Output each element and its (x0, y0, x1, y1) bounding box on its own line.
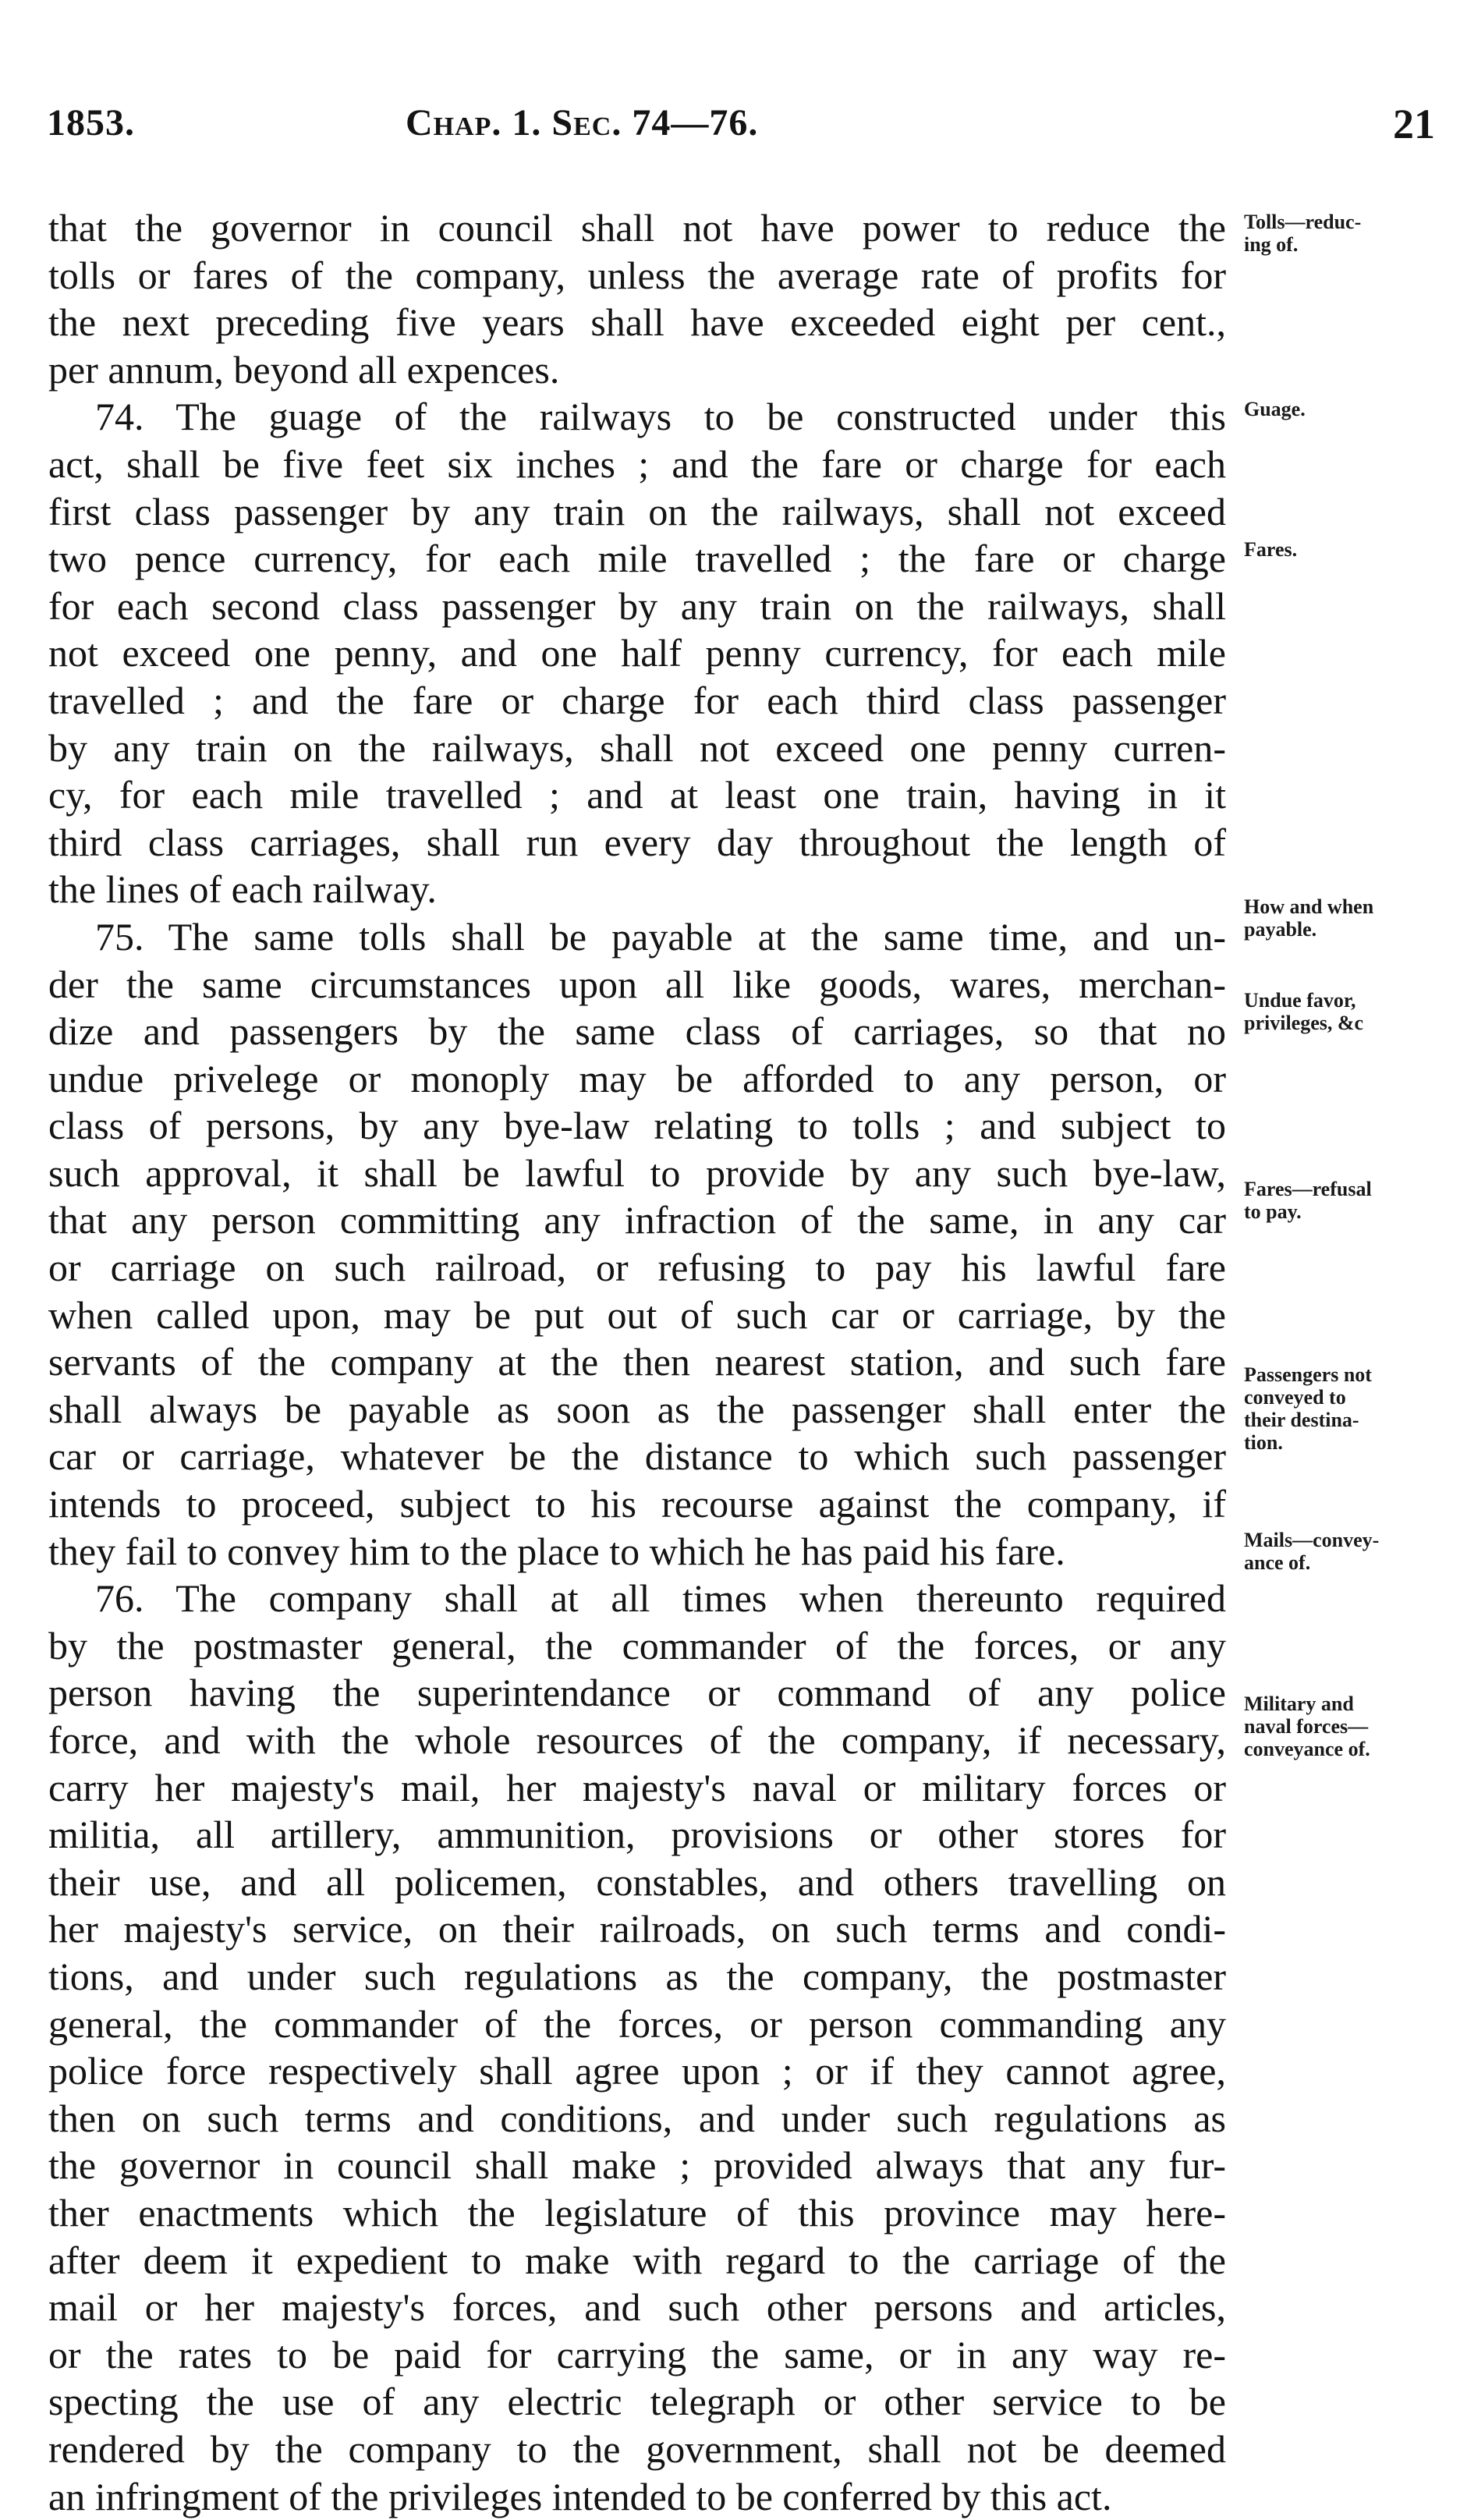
section-76-start: 76. The company shall at all times when thereunto required (48, 1575, 1226, 1622)
text-line: shall always be payable as soon as the passenger shall enter the (48, 1386, 1226, 1434)
text-line: or carriage on such railroad, or refusing to pay his lawful fare (48, 1244, 1226, 1292)
text-line: rendered by the company to the government, shall not be deemed (48, 2426, 1226, 2473)
text-line: person having the superintendance or command of any police (48, 1669, 1226, 1717)
margin-note-undue-favor: Undue favor, privileges, &c (1244, 989, 1363, 1034)
text-line: the lines of each railway. (48, 866, 1226, 913)
text-line: by any train on the railways, shall not exceed one penny curren- (48, 725, 1226, 772)
text-line: force, and with the whole resources of the company, if necessary, (48, 1717, 1226, 1764)
text-line: per annum, beyond all expences. (48, 346, 1226, 394)
text-line: not exceed one penny, and one half penny currency, for each mile (48, 629, 1226, 677)
text-line: first class passenger by any train on the railways, shall not exceed (48, 488, 1226, 536)
text-line: carry her majesty's mail, her majesty's naval or military forces or (48, 1764, 1226, 1812)
margin-note-passengers-not-conveyed: Passengers not conveyed to their destina- tion. (1244, 1363, 1372, 1454)
text-line: der the same circumstances upon all like goods, wares, merchan- (48, 961, 1226, 1008)
text-line: car or carriage, whatever be the distance to which such passenger (48, 1433, 1226, 1480)
text-line: tions, and under such regulations as the company, the postmaster (48, 1953, 1226, 2001)
margin-note-tolls-reducing: Tolls—reduc- ing of. (1244, 211, 1361, 256)
text-line: tolls or fares of the company, unless the average rate of profits for (48, 252, 1226, 299)
margin-note-fares-refusal: Fares—refusal to pay. (1244, 1178, 1372, 1223)
text-line: class of persons, by any bye-law relating to tolls ; and subject to (48, 1102, 1226, 1150)
text-line: then on such terms and conditions, and under such regulations as (48, 2095, 1226, 2143)
text-line: specting the use of any electric telegraph or other service to be (48, 2378, 1226, 2426)
text-line: or the rates to be paid for carrying the same, or in any way re- (48, 2331, 1226, 2379)
margin-note-military-naval-forces: Military and naval forces— conveyance of. (1244, 1692, 1370, 1760)
text-line: they fail to convey him to the place to which he has paid his fare. (48, 1528, 1226, 1575)
text-line: two pence currency, for each mile travelled ; the fare or charge (48, 535, 1226, 583)
text-line: the governor in council shall make ; provided always that any fur- (48, 2142, 1226, 2189)
text-line: by the postmaster general, the commander of the forces, or any (48, 1622, 1226, 1670)
section-75-start: 75. The same tolls shall be payable at the same time, and un- (48, 913, 1226, 961)
text-line: general, the commander of the forces, or person commanding any (48, 2001, 1226, 2048)
text-line: travelled ; and the fare or charge for each third class passenger (48, 677, 1226, 725)
text-line: mail or her majesty's forces, and such other persons and articles, (48, 2284, 1226, 2331)
text-line: ther enactments which the legislature of this province may here- (48, 2189, 1226, 2237)
text-line: act, shall be five feet six inches ; and the fare or charge for each (48, 441, 1226, 488)
margin-note-fares: Fares. (1244, 538, 1297, 561)
text-line: that any person committing any infraction of the same, in any car (48, 1196, 1226, 1244)
text-line: an infringment of the privileges intended to be conferred by this act. (48, 2473, 1226, 2520)
text-line: such approval, it shall be lawful to provide by any such bye-law, (48, 1150, 1226, 1197)
text-line: police force respectively shall agree upon ; or if they cannot agree, (48, 2047, 1226, 2095)
text-line: for each second class passenger by any train on the railways, shall (48, 583, 1226, 630)
margin-note-guage: Guage. (1244, 398, 1306, 420)
text-line: third class carriages, shall run every day throughout the length of (48, 819, 1226, 867)
running-header (47, 101, 1435, 172)
section-74-start: 74. The guage of the railways to be constructed under this (48, 393, 1226, 441)
text-line: after deem it expedient to make with regard to the carriage of the (48, 2237, 1226, 2284)
text-line: the next preceding five years shall have exceeded eight per cent., (48, 299, 1226, 346)
text-line: that the governor in council shall not have power to reduce the (48, 204, 1226, 252)
text-line: undue privelege or monoply may be afforded to any person, or (48, 1055, 1226, 1103)
header-chapter-section: Chap. 1. Sec. 74—76. (406, 101, 758, 144)
text-line: militia, all artillery, ammunition, provisions or other stores for (48, 1811, 1226, 1859)
text-line: servants of the company at the then nearest station, and such fare (48, 1338, 1226, 1386)
text-line: cy, for each mile travelled ; and at least one train, having in it (48, 771, 1226, 819)
statute-body (48, 204, 1226, 2520)
page-number: 21 (1393, 100, 1435, 148)
text-line: intends to proceed, subject to his recourse against the company, if (48, 1480, 1226, 1528)
text-line: when called upon, may be put out of such car or carriage, by the (48, 1292, 1226, 1339)
header-year: 1853. (47, 101, 135, 144)
text-line: their use, and all policemen, constables, and others travelling on (48, 1859, 1226, 1906)
margin-note-mails-conveyance: Mails—convey- ance of. (1244, 1529, 1379, 1574)
text-line: dize and passengers by the same class of carriages, so that no (48, 1008, 1226, 1055)
text-line: her majesty's service, on their railroads, on such terms and condi- (48, 1905, 1226, 1953)
margin-note-how-and-when-payable: How and when payable. (1244, 895, 1373, 941)
